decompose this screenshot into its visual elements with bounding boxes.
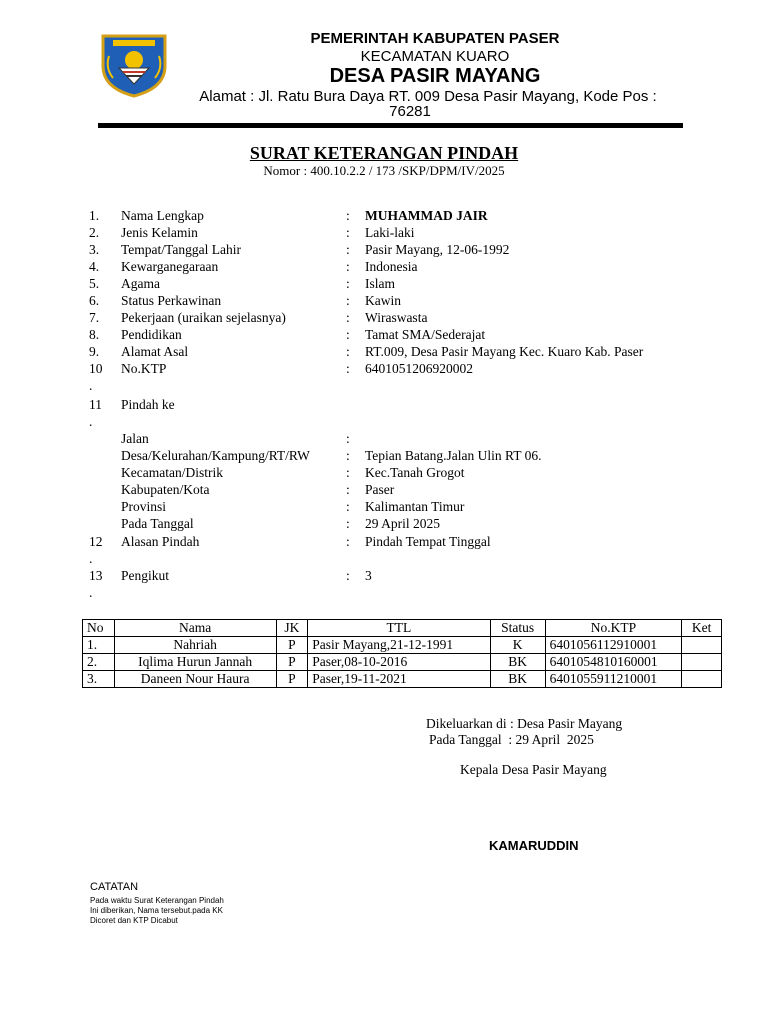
table-header-row [83,620,722,637]
field-label: Agama [121,276,160,291]
field-number: 3. [89,242,100,257]
field-number: 2. [89,225,100,240]
field-number: 7. [89,310,100,325]
field-value: 6401051206920002 [365,361,473,376]
field-row [0,326,768,343]
field-value: Tepian Batang.Jalan Ulin RT 06. [365,448,542,463]
field-value: Pasir Mayang, 12-06-1992 [365,242,510,257]
field-separator: : [346,448,350,463]
field-number: 6. [89,293,100,308]
field-row [0,343,768,360]
field-value: Islam [365,276,395,291]
number-dot: . [89,585,93,600]
field-row [0,481,768,498]
table-cell [682,671,722,688]
table-cell: 6401055911210001 [545,671,682,688]
field-row [0,498,768,515]
field-number: 1. [89,208,100,223]
table-cell: Paser,19-11-2021 [308,671,490,688]
field-separator: : [346,242,350,257]
table-row [83,637,722,654]
document-number: Nomor : 400.10.2.2 / 173 /SKP/DPM/IV/2025 [263,163,505,178]
field-value: Paser [365,482,395,497]
issued-place: Dikeluarkan di : Desa Pasir Mayang [426,716,623,731]
table-cell: P [276,637,308,654]
table-cell: 3. [83,671,115,688]
table-cell: Nahriah [114,637,276,654]
field-row [0,515,768,532]
field-row [0,396,768,413]
field-separator: : [346,568,350,583]
field-row [0,447,768,464]
field-label: Alasan Pindah [121,534,200,549]
field-separator: : [346,225,350,240]
field-label: Jenis Kelamin [121,225,198,240]
address-line-1: Alamat : Jl. Ratu Bura Daya RT. 009 Desa Pasir Mayang, Kode Pos : [199,88,657,105]
field-separator: : [346,465,350,480]
field-separator: : [346,327,350,342]
column-header-no: No [83,620,115,637]
field-value: 29 April 2025 [365,516,441,531]
note-line: Pada waktu Surat Keterangan Pindah [90,896,224,905]
field-separator: : [346,310,350,325]
field-label: Status Perkawinan [121,293,222,308]
district-name: KECAMATAN KUARO [360,48,510,65]
field-separator: : [346,516,350,531]
note-line: Ini diberikan, Nama tersebut.pada KK [90,906,223,915]
field-number: 8. [89,327,100,342]
address-line-2: 76281 [389,103,431,120]
field-label: Tempat/Tanggal Lahir [121,242,241,257]
column-header-ket: Ket [682,620,722,637]
field-separator: : [346,208,350,223]
field-row [0,533,768,550]
field-row [0,464,768,481]
field-value: Tamat SMA/Sederajat [365,327,486,342]
number-dot: . [89,551,93,566]
field-row [0,275,768,292]
table-cell: Daneen Nour Haura [114,671,276,688]
signatory-name: KAMARUDDIN [489,838,579,853]
table-cell: P [276,671,308,688]
field-separator: : [346,276,350,291]
field-row [0,309,768,326]
field-value: Pindah Tempat Tinggal [365,534,491,549]
field-row [0,360,768,377]
field-value: Wiraswasta [365,310,428,325]
field-label: Desa/Kelurahan/Kampung/RT/RW [121,448,310,463]
field-separator: : [346,482,350,497]
field-number: 9. [89,344,100,359]
table-cell: 1. [83,637,115,654]
field-separator: : [346,431,350,446]
field-number: 4. [89,259,100,274]
field-label: Kabupaten/Kota [121,482,210,497]
field-label: Pindah ke [121,397,175,412]
field-value: Kawin [365,293,401,308]
field-number: 10 [89,361,103,376]
note-line: Dicoret dan KTP Dicabut [90,916,178,925]
issued-date: Pada Tanggal : 29 April 2025 [429,732,594,747]
table-row [83,654,722,671]
field-value: MUHAMMAD JAIR [365,208,488,223]
field-label: Alamat Asal [121,344,189,359]
table-cell [682,637,722,654]
number-dot: . [89,414,93,429]
column-header-ktp: No.KTP [545,620,682,637]
column-header-nama: Nama [114,620,276,637]
field-value: Laki-laki [365,225,415,240]
field-row [0,224,768,241]
field-row [0,567,768,584]
letterhead-divider [98,123,683,128]
field-number: 13 [89,568,103,583]
field-label: Kecamatan/Distrik [121,465,223,480]
table-row [83,671,722,688]
field-label: Nama Lengkap [121,208,204,223]
notes-title: CATATAN [90,881,139,893]
table-cell: P [276,654,308,671]
field-value: Kalimantan Timur [365,499,465,514]
field-label: No.KTP [121,361,167,376]
document-title: SURAT KETERANGAN PINDAH [249,143,519,163]
field-separator: : [346,344,350,359]
field-row [0,207,768,224]
field-separator: : [346,259,350,274]
field-number: 12 [89,534,103,549]
column-header-status: Status [490,620,545,637]
field-label: Provinsi [121,499,167,514]
village-name: DESA PASIR MAYANG [329,65,541,87]
field-label: Pendidikan [121,327,182,342]
field-row [0,241,768,258]
table-cell: Pasir Mayang,21-12-1991 [308,637,490,654]
table-cell: BK [490,671,545,688]
regency-coat-of-arms-icon [99,32,169,98]
table-cell: 2. [83,654,115,671]
field-value: Indonesia [365,259,418,274]
field-separator: : [346,499,350,514]
table-cell: BK [490,654,545,671]
field-label: Kewarganegaraan [121,259,219,274]
table-cell: 6401054810160001 [545,654,682,671]
field-value: Kec.Tanah Grogot [365,465,465,480]
field-separator: : [346,534,350,549]
field-label: Pada Tanggal [121,516,194,531]
table-cell [682,654,722,671]
field-value: 3 [365,568,372,583]
table-cell: Paser,08-10-2016 [308,654,490,671]
field-separator: : [346,361,350,376]
followers-table [82,619,722,688]
field-row [0,430,768,447]
signatory-position: Kepala Desa Pasir Mayang [460,762,607,777]
field-number: 11 [89,397,102,412]
field-number: 5. [89,276,100,291]
field-row [0,292,768,309]
government-name: PEMERINTAH KABUPATEN PASER [310,30,560,47]
field-value: RT.009, Desa Pasir Mayang Kec. Kuaro Kab. Paser [365,344,644,359]
field-label: Pengikut [121,568,170,583]
field-label: Jalan [121,431,149,446]
field-label: Pekerjaan (uraikan sejelasnya) [121,310,286,325]
table-cell: K [490,637,545,654]
field-separator: : [346,293,350,308]
column-header-jk: JK [276,620,308,637]
field-row [0,258,768,275]
table-cell: Iqlima Hurun Jannah [114,654,276,671]
number-dot: . [89,378,93,393]
table-cell: 6401056112910001 [545,637,682,654]
column-header-ttl: TTL [308,620,490,637]
